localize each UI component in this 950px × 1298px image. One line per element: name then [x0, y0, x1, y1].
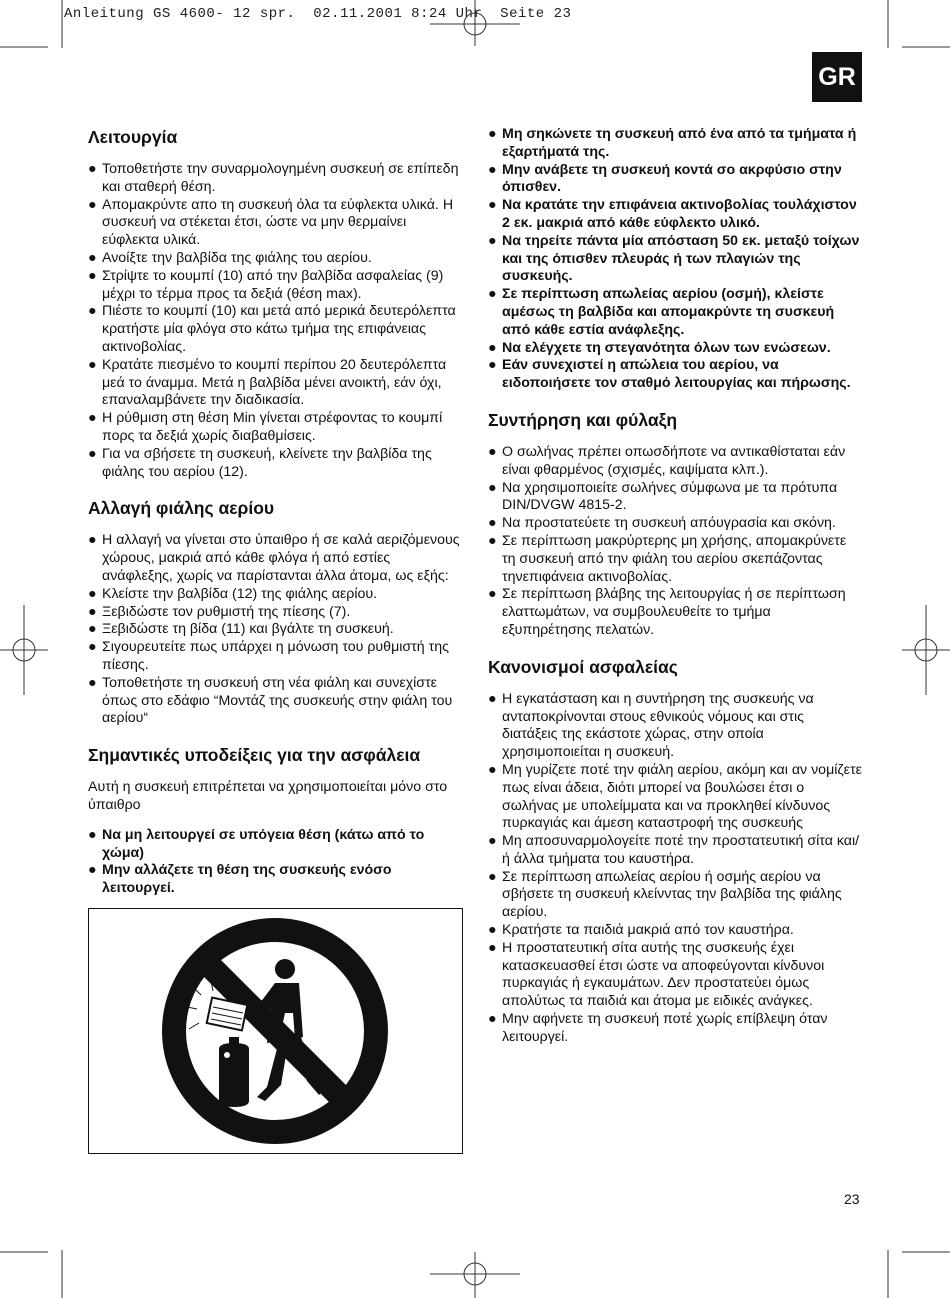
- section-bottle-change: [88, 497, 463, 728]
- list-item: ● Να χρησιμοποιείτε σωλήνες σύμφωνα με τα πρότυπα DIN/DVGW 4815-2.: [488, 479, 838, 514]
- list-item: ● Στρίψτε το κουμπί (10) από την βαλβίδα ασφαλείας (9) μέχρι το τέρμα προς τα δεξιά (θέση max).: [88, 267, 444, 302]
- section-title: Λειτουργία: [88, 127, 178, 147]
- section-title: Σημαντικές υποδείξεις για την ασφάλεια: [88, 745, 421, 766]
- list-item: ● Σιγουρευτείτε πως υπάρχει η μόνωση του ρυθμιστή της πίεσης.: [88, 639, 449, 673]
- list-item: ● Να μη λειτουργεί σε υπόγεια θέση (κάτω από το χώμα): [88, 826, 425, 861]
- list-item: ● Κλείστε την βαλβίδα (12) της φιάλης αερίου.: [88, 585, 378, 602]
- list-item: ● Ο σωλήνας πρέπει οπωσδήποτε να αντικαθίσταται εάν είναι φθαρμένος (σχισμές, καψίματα κλπ.).: [488, 443, 846, 478]
- list-item: ● Τοποθετήστε τη συσκευή στη νέα φιάλη και συνεχίστε όπως στο εδάφιο “Μοντάζ της συσκευής στην φιάλη του αερίου“: [88, 674, 453, 727]
- list-item: ● Η εγκατάσταση και η συντήρηση της συσκευής να ανταποκρίνονται στους εθνικούς νόμους και στις διατάξεις της εκάστοτε χώρας, στην οποία χρησιμοποιείται η συσκευή.: [488, 690, 814, 761]
- section-maintenance: [488, 409, 862, 640]
- list-item: ● Σε περίπτωση απωλείας αερίου ή οσμής αερίου να σβήσετε τη συσκευή κλείνντας την βαλβίδα της φιάλης αερίου.: [488, 868, 842, 921]
- left-column: [88, 126, 463, 1170]
- list-item: ● Ξεβιδώστε τον ρυθμιστή της πίεσης (7).: [88, 603, 351, 620]
- list-item: ● Εάν συνεχιστεί η απώλεια του αερίου, να ειδοποιήσετε τον σταθμό λειτουργίας και πήρωσης.: [488, 357, 851, 392]
- list-item: ● Η αλλαγή να γίνεται στο ύπαιθρο ή σε καλά αεριζόμενους χώρους, μακριά από κάθε φλόγα ή από εστίες ανάφλεξης, χωρίς να παρίστανται άλλα άτομα, ως εξής:: [88, 532, 460, 584]
- list-item: ● Μην αφήνετε τη συσκευή ποτέ χωρίς επίβλεψη όταν λειτουργεί.: [488, 1011, 828, 1045]
- list-item: ● Η προστατευτική σίτα αυτής της συσκευής έχει κατασκευασθεί έτσι ώστε να αποφεύγονται κίνδυνοι πυρκαγιάς ή εγκαυμάτων. Δεν προστατεύει όμως απολύτως τα παιδιά και άτομα με ειδικές ανάγκες.: [488, 939, 825, 1010]
- list-item: ● Μη αποσυναρμολογείτε ποτέ την προστατευτική σίτα και/ή άλλα τμήματα του καυστήρα.: [488, 833, 860, 867]
- list-item: ● Να τηρείτε πάντα μία απόσταση 50 εκ. μεταξύ τοίχων και της όπισθεν πλευράς ή των πλαγιών της συσκευής.: [488, 232, 860, 285]
- section-operation: [88, 126, 463, 481]
- section-safety-notes: [88, 744, 463, 1154]
- list-item: ● Πιέστε το κουμπί (10) και μετά από μερικά δευτερόλεπτα κρατήστε μία φλόγα στο κάτω τμήμα της επιφάνειας ακτινοβολίας.: [88, 303, 456, 355]
- no-moving-while-operating-pictogram: [88, 908, 463, 1154]
- list-item: ● Τοποθετήστε την συναρμολογημένη συσκευή σε επίπεδη και σταθερή θέση.: [88, 161, 459, 195]
- list-item: ● Μην αλλάζετε τη θέση της συσκευής ενόσο λειτουργεί.: [88, 862, 392, 897]
- prohibition-icon: [89, 909, 462, 1153]
- section-regulations: [488, 656, 862, 1047]
- section-title: Συντήρηση και φύλαξη: [488, 409, 678, 430]
- list-item: ● Μην ανάβετε τη συσκευή κοντά σο ακρφύσιο στην όπισθεν.: [488, 161, 842, 196]
- list-item: ● Ανοίξτε την βαλβίδα της φιάλης του αερίου.: [88, 249, 372, 266]
- running-head: Anleitung GS 4600- 12 spr. 02.11.2001 8:24 Uhr Seite 23: [64, 6, 572, 22]
- language-badge: GR: [812, 52, 862, 102]
- section-safety-notes-continued: [488, 126, 862, 393]
- list-item: ● Μη σηκώνετε τη συσκευή από ένα από τα τμήματα ή εξαρτήματά της.: [488, 126, 857, 160]
- list-item: ● Σε περίπτωση βλάβης της λειτουργίας ή σε περίπτωση ελαττωμάτων, να συμβουλευθείτε το τμήμα εξυπηρέτησης πελατών.: [488, 586, 846, 638]
- list-item: ● Σε περίπτωση μακρύρτερης μη χρήσης, απομακρύνετε τη συσκευή από την φιάλη του αερίου σκεπάζοντας τηνεπιφάνεια ακτινοβολίας.: [488, 532, 847, 585]
- list-item: ● Μη γυρίζετε ποτέ την φιάλη αερίου, ακόμη και αν νομίζετε πως είναι άδεια, διότι μπορεί να βουλώσει έτσι ο σωλήνας με υπολείμματα και να προκληθεί κίνδυνος πυρκαγιάς και άμεση καταστροφή της συσκευής: [488, 761, 862, 832]
- list-item: ● Κρατήστε τα παιδιά μακριά από τον καυστήρα.: [488, 922, 794, 939]
- list-item: ● Η ρύθμιση στη θέση Min γίνεται στρέφοντας το κουμπί πορς τα δεξιά χωρίς διαβαθμίσεις.: [88, 410, 443, 444]
- section-title: Κανονισμοί ασφαλείας: [488, 656, 678, 677]
- right-column: [488, 126, 862, 1063]
- section-title: Αλλαγή φιάλης αερίου: [88, 498, 275, 519]
- list-item: ● Κρατάτε πιεσμένο το κουμπί περίπου 20 δευτερόλεπτα μεά το άναμμα. Μετά η βαλβίδα μένει ανοικτή, εάν όχι, επαναλαμβάνετε την διαδικασία.: [88, 356, 447, 409]
- list-item: ● Ξεβιδώστε τη βίδα (11) και βγάλτε τη συσκευή.: [88, 621, 394, 638]
- list-item: ● Να προστατεύετε τη συσκευή απόυγρασία και σκόνη.: [488, 515, 836, 532]
- list-item: ● Απομακρύντε απο τη συσκευή όλα τα εύφλεκτα υλικά. Η συσκευή να στέκεται έτσι, ώστε να μην θερμαίνει εύφλεκτα υλικά.: [88, 196, 454, 249]
- page-number: 23: [844, 1191, 860, 1207]
- list-item: ● Σε περίπτωση απωλείας αερίου (οσμή), κλείστε αμέσως τη βαλβίδα και απομακρύντε τη συσκευή από κάθε εστία ανάφλεξης.: [488, 286, 835, 338]
- list-item: ● Για να σβήσετε τη συσκευή, κλείνετε την βαλβίδα της φιάλης του αερίου (12).: [88, 445, 432, 480]
- safety-intro: Αυτή η συσκευή επιτρέπεται να χρησιμοποιείται μόνο στο ύπαιθρο: [88, 779, 448, 813]
- list-item: ● Να κρατάτε την επιφάνεια ακτινοβολίας τουλάχιστον 2 εκ. μακριά από κάθε εύφλεκτο υλικό.: [488, 197, 857, 231]
- list-item: ● Να ελέγχετε τη στεγανότητα όλων των ενώσεων.: [488, 339, 831, 356]
